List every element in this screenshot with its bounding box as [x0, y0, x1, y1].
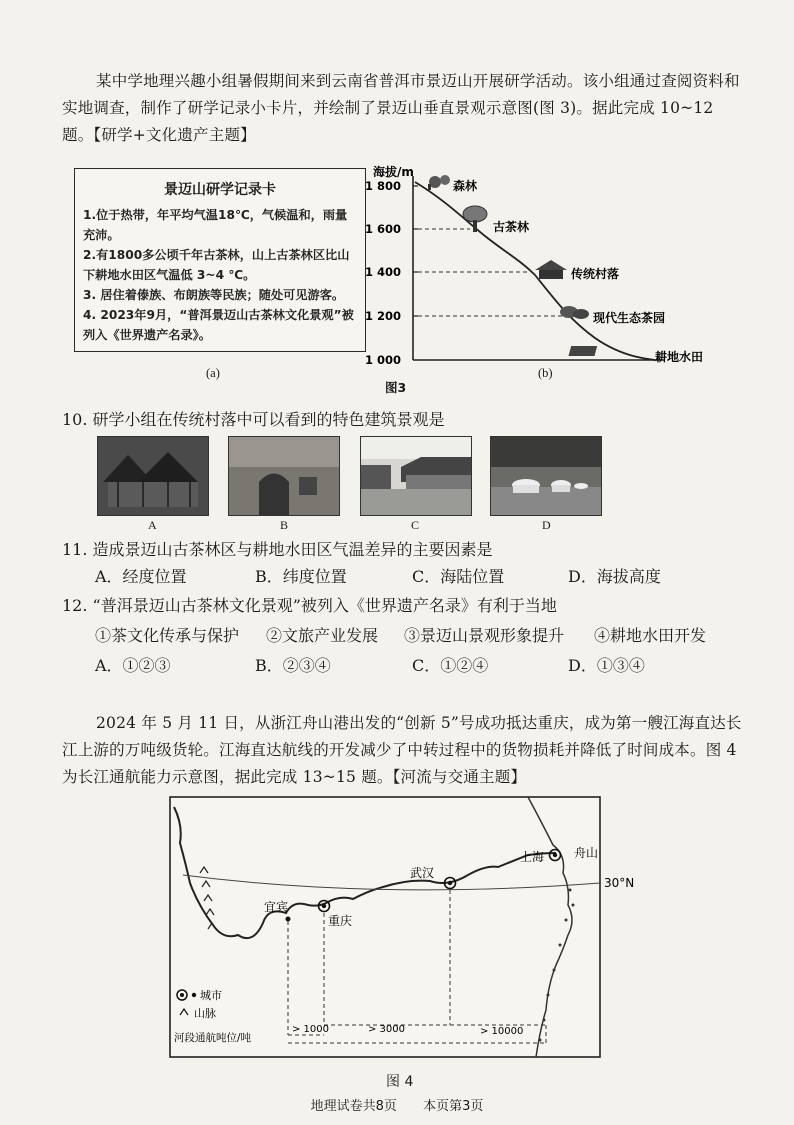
profile-caption: (b) — [538, 366, 553, 380]
intro-paragraph-2: 2024 年 5 月 11 日，从浙江舟山港出发的“创新 5”号成功抵达重庆，成为第一艘江海直达长江上游的万吨级货轮。江海直达航线的开发减少了中转过程中的货物损耗并降低了时间成本。图 4 为长江通航能力示意图，据此完成 13~15 题。【河流与交通主题】 — [62, 714, 742, 786]
city-yibin-label: 宜宾 — [264, 900, 289, 914]
q12-option-c: C．①②④ — [412, 656, 489, 675]
city-wuhan-label: 武汉 — [410, 866, 435, 880]
label-paddy: 耕地水田 — [655, 350, 704, 364]
page-footer — [0, 1095, 794, 1114]
q12-item-4: ④耕地水田开发 — [594, 626, 707, 645]
research-record-card — [74, 168, 366, 352]
question-10: 10. 研学小组在传统村落中可以看到的特色建筑景观是 — [62, 410, 445, 429]
q12-item-3: ③景迈山景观形象提升 — [404, 626, 565, 645]
forest-icon — [428, 175, 450, 190]
village-house-icon — [535, 260, 567, 279]
footer-total-pages: 地理试卷共8页 — [310, 1099, 397, 1114]
q11-option-d: D．海拔高度 — [568, 567, 661, 586]
photo-label-b: B — [280, 518, 289, 532]
card-item-4: 4. 2023年9月，“普洱景迈山古茶林文化景观”被列入《世界遗产名录》。 — [83, 308, 354, 342]
label-tea-garden: 现代生态茶园 — [593, 311, 666, 325]
photo-a — [97, 436, 209, 516]
q12-option-b: B．②③④ — [255, 656, 331, 675]
label-ancient-tea: 古茶林 — [493, 220, 530, 234]
photo-label-a: A — [148, 518, 157, 532]
city-chongqing-label: 重庆 — [328, 914, 353, 928]
city-zhoushan-label: 舟山 — [574, 846, 599, 860]
legend-tonnage-label: 河段通航吨位/吨 — [174, 1032, 252, 1044]
q12-option-d: D．①③④ — [568, 656, 645, 675]
label-village: 传统村落 — [571, 267, 620, 281]
photo-d — [490, 436, 602, 516]
tick-1000: 1 000 — [365, 353, 402, 367]
intro-paragraph-1: 某中学地理兴趣小组暑假期间来到云南省普洱市景迈山开展研学活动。该小组通过查阅资料和实地调查，制作了研学记录小卡片，并绘制了景迈山垂直景观示意图(图 3)。据此完成 10~12 题。【研学+文化遗产主题】 — [62, 72, 740, 144]
photo-b — [228, 436, 340, 516]
legend-city-label: 城市 — [200, 989, 222, 1002]
photo-c — [360, 436, 472, 516]
card-item-2: 2.有1800多公顷千年古茶林，山上古茶林区比山下耕地水田区气温低 3~4 ℃。 — [83, 248, 350, 282]
ancient-tea-tree-icon — [463, 206, 487, 232]
segment-label-1: > 1000 — [292, 1024, 330, 1035]
latitude-label: 30°N — [604, 876, 635, 890]
tick-1800: 1 800 — [365, 179, 402, 193]
card-title: 景迈山研学记录卡 — [164, 182, 276, 198]
photo-label-d: D — [542, 518, 551, 532]
q12-item-2: ②文旅产业发展 — [266, 626, 379, 645]
q11-option-b: B．纬度位置 — [255, 567, 347, 586]
city-shanghai-label: 上海 — [520, 850, 545, 864]
q11-option-a: A．经度位置 — [95, 567, 187, 586]
tick-1400: 1 400 — [365, 265, 402, 279]
question-11: 11. 造成景迈山古茶林区与耕地水田区气温差异的主要因素是 — [62, 540, 493, 559]
segment-label-2: > 3000 — [368, 1024, 406, 1035]
profile-ylabel: 海拔/m — [373, 165, 414, 179]
tea-garden-icon — [560, 306, 589, 319]
paddy-field-icon — [568, 346, 597, 356]
card-item-3: 3. 居住着傣族、布朗族等民族；随处可见游客。 — [83, 288, 345, 302]
card-caption: (a) — [206, 366, 220, 380]
tick-1600: 1 600 — [365, 222, 402, 236]
figure3-caption: 图3 — [385, 380, 407, 395]
q11-option-c: C．海陆位置 — [412, 567, 505, 586]
segment-label-3: > 10000 — [480, 1026, 524, 1037]
figure4-caption: 图 4 — [386, 1074, 414, 1090]
card-item-1: 1.位于热带，年平均气温18℃，气候温和，雨量充沛。 — [83, 208, 348, 242]
q12-item-1: ①茶文化传承与保护 — [95, 626, 240, 645]
yangtze-navigation-map — [168, 795, 638, 1070]
photo-label-c: C — [411, 518, 420, 532]
vertical-landscape-profile — [355, 160, 704, 390]
legend-mountain-label: 山脉 — [194, 1007, 216, 1020]
question-12: 12. “普洱景迈山古茶林文化景观”被列入《世界遗产名录》有利于当地 — [62, 596, 557, 615]
city-yibin-marker — [286, 917, 291, 922]
q12-option-a: A．①②③ — [95, 656, 171, 675]
label-forest: 森林 — [453, 179, 478, 193]
footer-current-page: 本页第3页 — [423, 1099, 484, 1114]
tick-1200: 1 200 — [365, 309, 402, 323]
